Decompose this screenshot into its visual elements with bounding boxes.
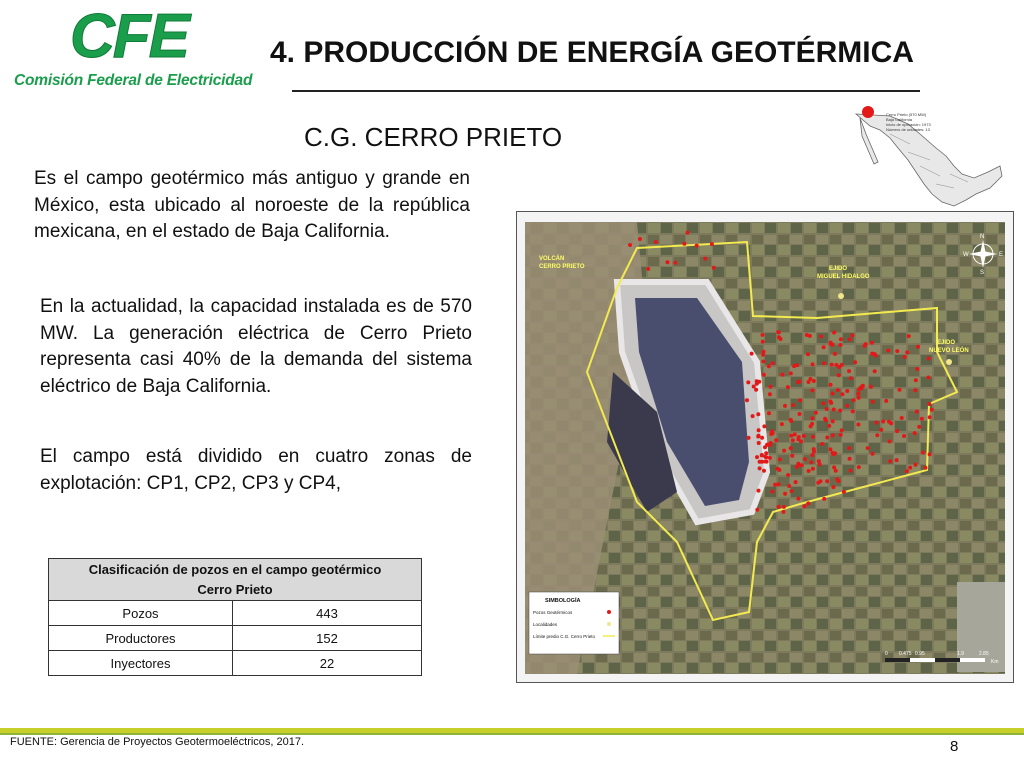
well-marker-icon	[819, 479, 823, 483]
well-marker-icon	[832, 408, 836, 412]
well-marker-icon	[747, 436, 751, 440]
well-marker-icon	[793, 433, 797, 437]
legend-well-icon	[607, 610, 611, 614]
well-marker-icon	[762, 424, 766, 428]
well-marker-icon	[849, 376, 853, 380]
well-marker-icon	[777, 482, 781, 486]
well-marker-icon	[814, 411, 818, 415]
well-marker-icon	[895, 349, 899, 353]
well-marker-icon	[808, 377, 812, 381]
well-marker-icon	[848, 457, 852, 461]
well-marker-icon	[873, 369, 877, 373]
well-marker-icon	[840, 392, 844, 396]
well-marker-icon	[838, 343, 842, 347]
well-marker-icon	[907, 334, 911, 338]
table-cell-label: Pozos	[49, 601, 233, 626]
well-marker-icon	[782, 510, 786, 514]
well-marker-icon	[770, 429, 774, 433]
well-marker-icon	[895, 429, 899, 433]
well-marker-icon	[765, 443, 769, 447]
well-marker-icon	[913, 388, 917, 392]
well-marker-icon	[762, 373, 766, 377]
logo-company-name: Comisión Federal de Electricidad	[14, 72, 253, 89]
well-marker-icon	[789, 434, 793, 438]
well-marker-icon	[888, 440, 892, 444]
well-marker-icon	[869, 385, 873, 389]
mexico-inset-map	[850, 104, 1006, 212]
well-marker-icon	[695, 244, 699, 248]
well-marker-icon	[839, 337, 843, 341]
well-marker-icon	[810, 416, 814, 420]
well-marker-icon	[682, 242, 686, 246]
well-marker-icon	[871, 400, 875, 404]
well-marker-icon	[686, 231, 690, 235]
well-marker-icon	[758, 460, 762, 464]
well-marker-icon	[757, 428, 761, 432]
well-marker-icon	[710, 242, 714, 246]
scale-label: 0	[885, 651, 888, 657]
compass-n: N	[980, 234, 985, 240]
well-marker-icon	[921, 451, 925, 455]
well-marker-icon	[778, 457, 782, 461]
compass-w: W	[963, 252, 969, 258]
well-marker-icon	[646, 267, 650, 271]
well-marker-icon	[884, 399, 888, 403]
well-marker-icon	[790, 489, 794, 493]
well-marker-icon	[703, 257, 707, 261]
well-marker-icon	[758, 466, 762, 470]
well-marker-icon	[828, 399, 832, 403]
well-marker-icon	[914, 378, 918, 382]
well-marker-icon	[810, 422, 814, 426]
well-marker-icon	[798, 412, 802, 416]
well-marker-icon	[888, 459, 892, 463]
well-marker-icon	[902, 434, 906, 438]
well-marker-icon	[900, 416, 904, 420]
well-marker-icon	[712, 266, 716, 270]
well-marker-icon	[875, 433, 879, 437]
scale-unit: Km	[991, 659, 999, 665]
well-marker-icon	[777, 335, 781, 339]
title-divider	[292, 90, 920, 92]
well-marker-icon	[792, 364, 796, 368]
well-marker-icon	[829, 383, 833, 387]
well-marker-icon	[834, 469, 838, 473]
well-marker-icon	[756, 435, 760, 439]
well-marker-icon	[761, 340, 765, 344]
compass-e: E	[999, 252, 1004, 258]
well-marker-icon	[787, 484, 791, 488]
legend-item: Localidades	[533, 622, 558, 627]
well-marker-icon	[755, 508, 759, 512]
well-marker-icon	[780, 422, 784, 426]
well-marker-icon	[879, 428, 883, 432]
well-marker-icon	[763, 460, 767, 464]
well-marker-icon	[764, 451, 768, 455]
map-label-ejido-nl: NUEVO LEÓN	[929, 348, 969, 354]
well-marker-icon	[673, 261, 677, 265]
well-marker-icon	[837, 373, 841, 377]
well-marker-icon	[777, 330, 781, 334]
well-marker-icon	[783, 404, 787, 408]
well-marker-icon	[798, 379, 802, 383]
well-marker-icon	[825, 436, 829, 440]
map-legend	[529, 592, 619, 654]
well-marker-icon	[915, 367, 919, 371]
well-marker-icon	[790, 454, 794, 458]
well-marker-icon	[848, 337, 852, 341]
well-marker-icon	[803, 504, 807, 508]
well-marker-icon	[827, 424, 831, 428]
table-cell-value: 443	[233, 601, 422, 626]
well-marker-icon	[806, 352, 810, 356]
well-marker-icon	[825, 407, 829, 411]
well-marker-icon	[763, 455, 767, 459]
well-marker-icon	[769, 385, 773, 389]
well-marker-icon	[638, 237, 642, 241]
well-marker-icon	[797, 435, 801, 439]
well-marker-icon	[825, 479, 829, 483]
well-marker-icon	[830, 363, 834, 367]
well-marker-icon	[798, 398, 802, 402]
footer-bar-accent	[0, 733, 1024, 735]
table-row	[49, 626, 422, 651]
well-marker-icon	[757, 489, 761, 493]
well-marker-icon	[833, 451, 837, 455]
cfe-logo	[8, 4, 258, 98]
well-marker-icon	[870, 352, 874, 356]
well-marker-icon	[851, 409, 855, 413]
table-header	[49, 559, 422, 601]
well-marker-icon	[905, 350, 909, 354]
well-marker-icon	[923, 466, 927, 470]
well-marker-icon	[802, 434, 806, 438]
well-marker-icon	[762, 350, 766, 354]
well-marker-icon	[791, 403, 795, 407]
well-marker-icon	[837, 365, 841, 369]
well-marker-icon	[768, 456, 772, 460]
well-marker-icon	[812, 379, 816, 383]
section-subtitle: C.G. CERRO PRIETO	[304, 122, 563, 152]
wells-classification-table	[48, 558, 422, 676]
well-marker-icon	[838, 409, 842, 413]
well-marker-icon	[829, 342, 833, 346]
legend-item: Límite predio C.G. Cerro Prieto	[533, 634, 596, 639]
well-marker-icon	[761, 333, 765, 337]
map-label-ejido-mh: MIGUEL HIDALGO	[817, 274, 870, 280]
well-marker-icon	[905, 469, 909, 473]
map-canvas	[517, 212, 1013, 682]
well-marker-icon	[783, 492, 787, 496]
inset-text: Número de unidades: 13	[886, 127, 930, 132]
legend-locality-icon	[607, 622, 611, 626]
table-cell-label: Inyectores	[49, 651, 233, 676]
logo-wordmark: CFE	[70, 2, 188, 71]
legend-item: Pozos Geotérmicos	[533, 610, 573, 615]
well-marker-icon	[771, 361, 775, 365]
well-marker-icon	[820, 442, 824, 446]
well-marker-icon	[856, 423, 860, 427]
well-marker-icon	[840, 428, 844, 432]
page-number: 8	[950, 738, 959, 755]
well-marker-icon	[857, 396, 861, 400]
inset-text: Cerro Prieto (570 MW)	[886, 112, 927, 117]
well-marker-icon	[811, 467, 815, 471]
inset-text: Inicio de operación: 1973	[886, 122, 931, 127]
well-marker-icon	[822, 361, 826, 365]
well-marker-icon	[852, 398, 856, 402]
well-marker-icon	[791, 438, 795, 442]
well-marker-icon	[915, 410, 919, 414]
well-marker-icon	[760, 453, 764, 457]
well-marker-icon	[746, 380, 750, 384]
well-marker-icon	[757, 441, 761, 445]
well-marker-icon	[762, 469, 766, 473]
map-label-ejido-nl: EJIDO	[937, 340, 956, 346]
well-marker-icon	[777, 505, 781, 509]
well-marker-icon	[775, 467, 779, 471]
table-cell-value: 152	[233, 626, 422, 651]
well-marker-icon	[927, 402, 931, 406]
inset-text: Baja California	[886, 117, 913, 122]
map-label-volcano: CERRO PRIETO	[539, 264, 585, 270]
well-marker-icon	[807, 469, 811, 473]
well-marker-icon	[654, 240, 658, 244]
well-marker-icon	[887, 420, 891, 424]
geothermal-field-map	[516, 211, 1014, 683]
well-marker-icon	[927, 376, 931, 380]
well-marker-icon	[837, 479, 841, 483]
table-row	[49, 601, 422, 626]
well-marker-icon	[809, 460, 813, 464]
well-marker-icon	[780, 373, 784, 377]
well-marker-icon	[796, 497, 800, 501]
map-label-ejido-mh: EJIDO	[829, 266, 848, 272]
well-marker-icon	[817, 459, 821, 463]
well-marker-icon	[866, 446, 870, 450]
paragraph-zones: El campo está dividido en cuatro zonas de explotación: CP1, CP2, CP3 y CP4,	[40, 446, 472, 494]
well-marker-icon	[903, 355, 907, 359]
well-marker-icon	[786, 385, 790, 389]
well-marker-icon	[803, 457, 807, 461]
well-marker-icon	[821, 401, 825, 405]
well-marker-icon	[752, 385, 756, 389]
legend-title: SIMBOLOGÍA	[545, 598, 581, 604]
locality-marker-icon	[946, 359, 952, 365]
table-cell-label: Productores	[49, 626, 233, 651]
locality-marker-icon	[838, 293, 844, 299]
page-title: 4. PRODUCCIÓN DE ENERGÍA GEOTÉRMICA	[270, 36, 914, 69]
well-marker-icon	[810, 453, 814, 457]
well-marker-icon	[789, 419, 793, 423]
well-marker-icon	[842, 490, 846, 494]
well-marker-icon	[863, 344, 867, 348]
well-marker-icon	[914, 463, 918, 467]
well-marker-icon	[861, 384, 865, 388]
well-marker-icon	[832, 331, 836, 335]
well-marker-icon	[810, 388, 814, 392]
well-marker-icon	[822, 497, 826, 501]
well-marker-icon	[628, 243, 632, 247]
well-marker-icon	[806, 501, 810, 505]
well-marker-icon	[782, 505, 786, 509]
well-marker-icon	[789, 371, 793, 375]
paragraph-location: Es el campo geotérmico más antiguo y grande en México, esta ubicado al noroeste de la república mexicana, en el estado de Baja California.	[34, 168, 470, 243]
footer-source: FUENTE: Gerencia de Proyectos Geotermoeléctricos, 2017.	[10, 736, 305, 748]
well-marker-icon	[761, 360, 765, 364]
well-marker-icon	[917, 425, 921, 429]
well-marker-icon	[773, 483, 777, 487]
cerro-prieto-marker-icon	[862, 106, 874, 118]
well-marker-icon	[750, 352, 754, 356]
well-marker-icon	[756, 412, 760, 416]
well-marker-icon	[760, 436, 764, 440]
well-marker-icon	[795, 465, 799, 469]
well-marker-icon	[874, 354, 878, 358]
well-marker-icon	[871, 452, 875, 456]
well-marker-icon	[849, 469, 853, 473]
well-marker-icon	[767, 411, 771, 415]
well-marker-icon	[836, 388, 840, 392]
well-marker-icon	[886, 349, 890, 353]
well-marker-icon	[745, 398, 749, 402]
well-marker-icon	[870, 341, 874, 345]
well-marker-icon	[755, 379, 759, 383]
well-marker-icon	[928, 415, 932, 419]
well-marker-icon	[812, 450, 816, 454]
well-marker-icon	[847, 446, 851, 450]
well-marker-icon	[828, 447, 832, 451]
well-marker-icon	[930, 408, 934, 412]
well-marker-icon	[847, 369, 851, 373]
scale-label: 0.475	[899, 651, 912, 657]
well-marker-icon	[927, 357, 931, 361]
well-marker-icon	[850, 333, 854, 337]
well-marker-icon	[754, 388, 758, 392]
well-marker-icon	[895, 458, 899, 462]
well-marker-icon	[913, 431, 917, 435]
well-marker-icon	[845, 404, 849, 408]
well-marker-icon	[789, 446, 793, 450]
well-marker-icon	[786, 473, 790, 477]
well-marker-icon	[916, 345, 920, 349]
well-marker-icon	[755, 455, 759, 459]
well-marker-icon	[666, 260, 670, 264]
paragraph-capacity: En la actualidad, la capacidad instalada es de 570 MW. La generación eléctrica de Cerro Prieto representa casi 40% de la demanda del sistema eléctrico de Baja California.	[40, 296, 472, 397]
well-marker-icon	[839, 433, 843, 437]
well-marker-icon	[782, 449, 786, 453]
map-label-volcano: VOLCÁN	[539, 256, 565, 262]
scale-label: 1.9	[957, 651, 964, 657]
well-marker-icon	[831, 433, 835, 437]
scale-label: 2.85	[979, 651, 989, 657]
well-marker-icon	[808, 334, 812, 338]
table-title-line2: Cerro Prieto	[197, 581, 273, 597]
well-marker-icon	[831, 485, 835, 489]
table-row	[49, 651, 422, 676]
well-marker-icon	[831, 392, 835, 396]
well-marker-icon	[898, 388, 902, 392]
well-marker-icon	[845, 389, 849, 393]
well-marker-icon	[853, 360, 857, 364]
compass-s: S	[980, 270, 985, 276]
well-marker-icon	[831, 419, 835, 423]
well-marker-icon	[824, 418, 828, 422]
well-marker-icon	[822, 345, 826, 349]
well-marker-icon	[774, 438, 778, 442]
well-marker-icon	[833, 352, 837, 356]
well-marker-icon	[881, 420, 885, 424]
well-marker-icon	[794, 480, 798, 484]
well-marker-icon	[770, 490, 774, 494]
well-marker-icon	[856, 392, 860, 396]
well-marker-icon	[768, 392, 772, 396]
well-marker-icon	[920, 417, 924, 421]
scale-label: 0.95	[915, 651, 925, 657]
table-cell-value: 22	[233, 651, 422, 676]
table-title-line1: Clasificación de pozos en el campo geotérmico	[88, 561, 382, 577]
well-marker-icon	[928, 452, 932, 456]
well-marker-icon	[908, 466, 912, 470]
well-marker-icon	[767, 364, 771, 368]
well-marker-icon	[819, 335, 823, 339]
well-marker-icon	[751, 414, 755, 418]
well-marker-icon	[811, 435, 815, 439]
well-marker-icon	[874, 421, 878, 425]
well-marker-icon	[811, 362, 815, 366]
well-marker-icon	[857, 465, 861, 469]
